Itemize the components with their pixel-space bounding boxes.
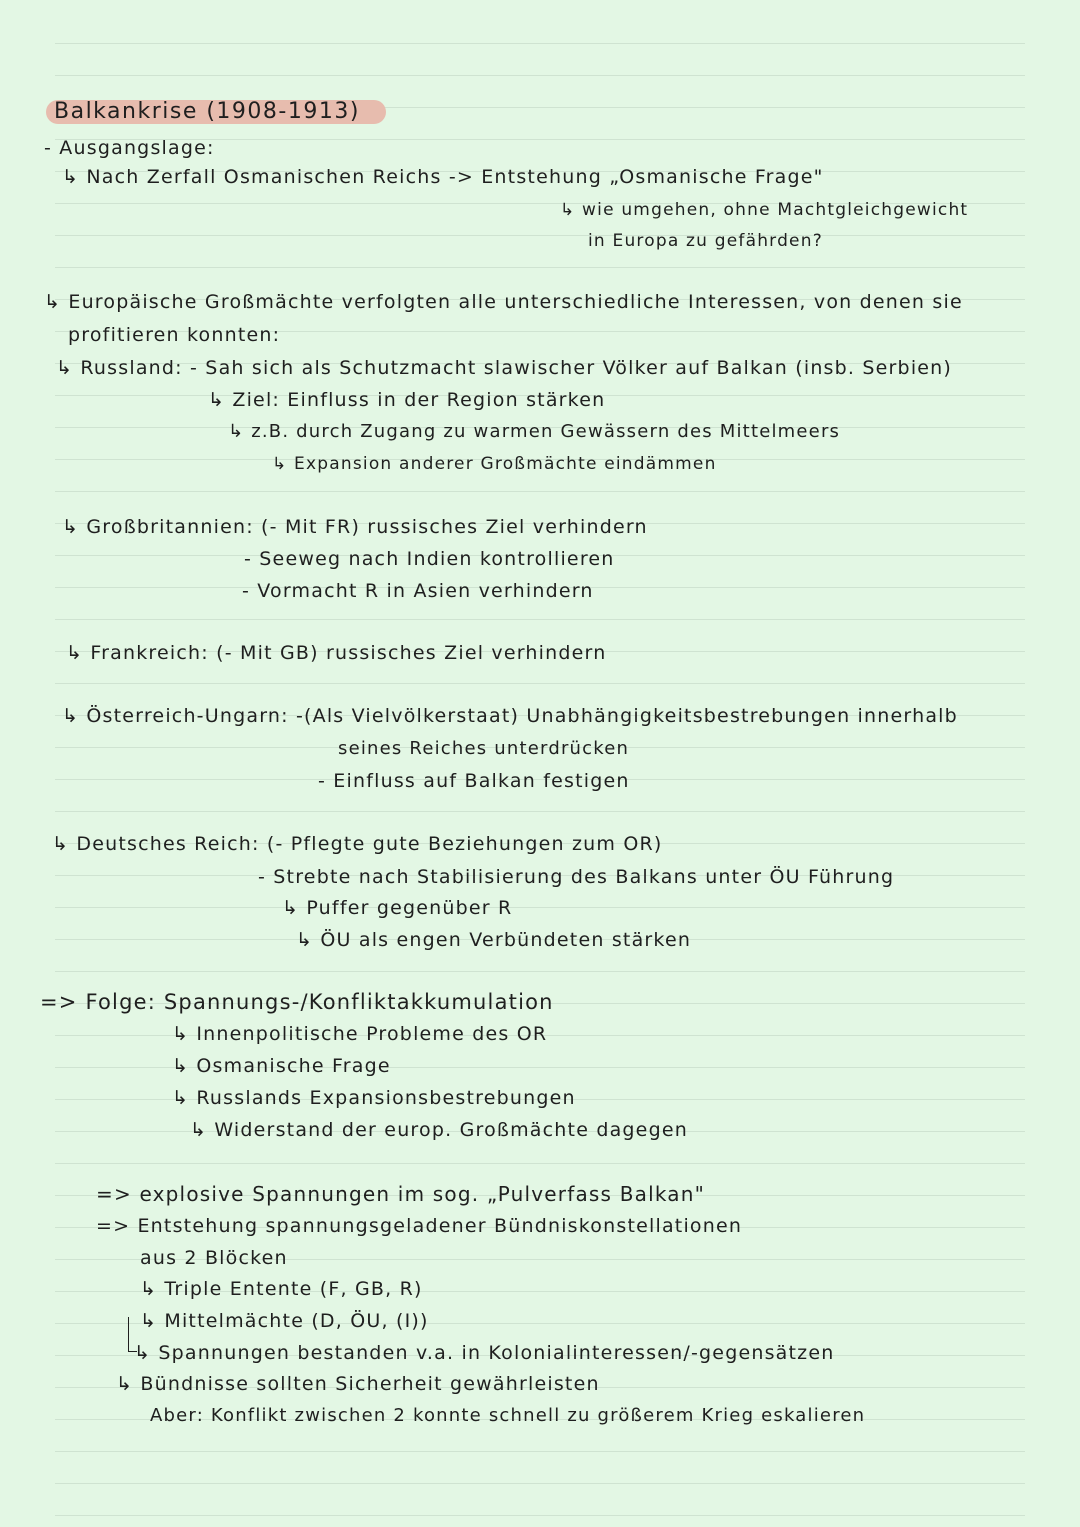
note-line: ↳ Innenpolitische Probleme des OR xyxy=(172,1023,548,1045)
note-line: ↳ Puffer gegenüber R xyxy=(282,897,513,919)
note-line: => Folge: Spannungs-/Konfliktakkumulation xyxy=(40,990,554,1014)
note-line: ↳ Großbritannien: (- Mit FR) russisches Ziel verhindern xyxy=(62,516,648,538)
note-line: => Entstehung spannungsgeladener Bündniskonstellationen xyxy=(96,1215,743,1237)
note-line: ↳ Russland: - Sah sich als Schutzmacht slawischer Völker auf Balkan (insb. Serbien) xyxy=(56,357,953,379)
note-line: ↳ z.B. durch Zugang zu warmen Gewässern des Mittelmeers xyxy=(228,421,841,442)
note-line: ↳ Deutsches Reich: (- Pflegte gute Beziehungen zum OR) xyxy=(52,833,663,855)
note-line: ↳ Bündnisse sollten Sicherheit gewährleisten xyxy=(116,1373,600,1395)
note-line: ↳ Österreich-Ungarn: -(Als Vielvölkerstaat) Unabhängigkeitsbestrebungen innerhalb xyxy=(62,705,958,727)
note-line: ↳ wie umgehen, ohne Machtgleichgewicht xyxy=(560,200,969,220)
note-line: ↳ Nach Zerfall Osmanischen Reichs -> Entstehung „Osmanische Frage" xyxy=(62,166,824,188)
note-line: Aber: Konflikt zwischen 2 konnte schnell zu größerem Krieg eskalieren xyxy=(150,1405,866,1426)
note-line: - Einfluss auf Balkan festigen xyxy=(318,770,630,792)
note-line: ↳ Spannungen bestanden v.a. in Kolonialinteressen/-gegensätzen xyxy=(134,1342,835,1364)
note-line: aus 2 Blöcken xyxy=(140,1247,288,1269)
note-line: ↳ Expansion anderer Großmächte eindämmen xyxy=(272,454,717,474)
note-line: - Vormacht R in Asien verhindern xyxy=(242,580,594,602)
note-line: ↳ Europäische Großmächte verfolgten alle unterschiedliche Interessen, von denen sie xyxy=(44,291,963,313)
page-title: Balkankrise (1908-1913) xyxy=(54,99,360,124)
note-line: - Ausgangslage: xyxy=(44,137,215,159)
note-line: ↳ ÖU als engen Verbündeten stärken xyxy=(296,929,692,951)
note-line: ↳ Ziel: Einfluss in der Region stärken xyxy=(208,389,606,411)
note-line: in Europa zu gefährden? xyxy=(588,231,823,251)
note-line: ↳ Russlands Expansionsbestrebungen xyxy=(172,1087,576,1109)
note-line: ↳ Mittelmächte (D, ÖU, (I)) xyxy=(140,1310,429,1332)
note-line: profitieren konnten: xyxy=(68,324,281,346)
note-line: => explosive Spannungen im sog. „Pulverfass Balkan" xyxy=(96,1182,706,1206)
note-line: ↳ Osmanische Frage xyxy=(172,1055,391,1077)
note-line: - Seeweg nach Indien kontrollieren xyxy=(244,548,615,570)
note-line: seines Reiches unterdrücken xyxy=(338,738,630,759)
note-line: - Strebte nach Stabilisierung des Balkans unter ÖU Führung xyxy=(258,866,895,888)
note-line: ↳ Widerstand der europ. Großmächte dagegen xyxy=(190,1119,688,1141)
note-line: ↳ Frankreich: (- Mit GB) russisches Ziel verhindern xyxy=(66,642,607,664)
note-line: ↳ Triple Entente (F, GB, R) xyxy=(140,1278,423,1300)
